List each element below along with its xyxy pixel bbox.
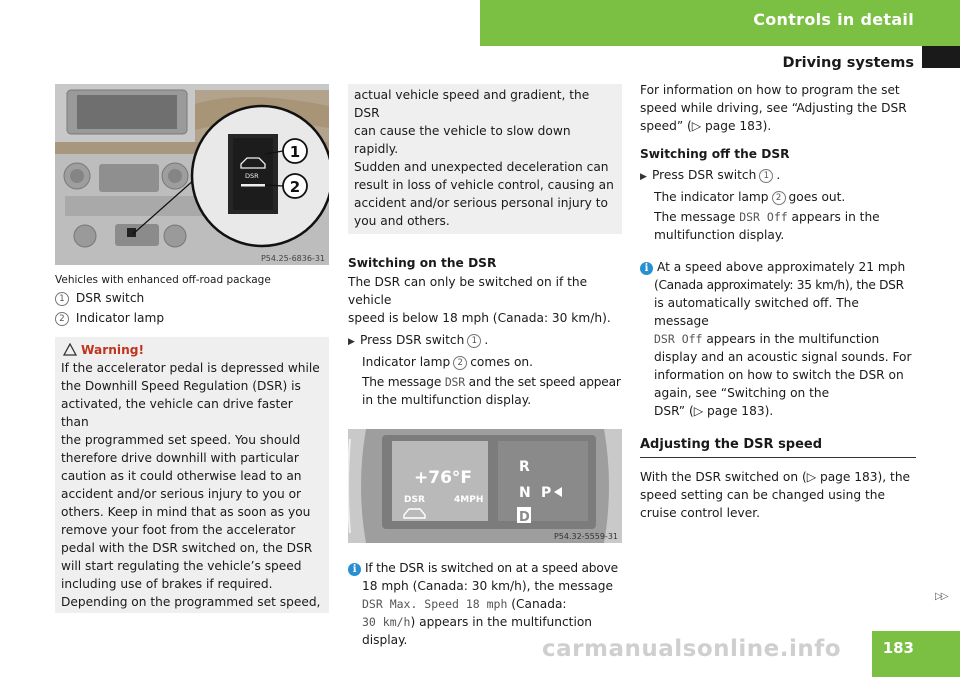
switch-dsr-label: DSR bbox=[245, 172, 259, 180]
program-text: For information on how to program the set bbox=[640, 83, 900, 97]
warning-line: will start regulating the vehicle’s speed bbox=[61, 559, 302, 573]
header-section-title: Controls in detail bbox=[753, 10, 914, 29]
info-text: If the DSR is switched on at a speed above bbox=[365, 561, 618, 575]
display-speed: 4MPH bbox=[454, 495, 484, 505]
display-code: DSR Off bbox=[654, 332, 703, 346]
step-text: Press DSR switch bbox=[360, 333, 465, 347]
gear-p: P bbox=[541, 485, 552, 501]
warning-triangle-icon bbox=[63, 343, 77, 356]
figure1-code: P54.25-6836-31 bbox=[260, 254, 325, 263]
display-code: DSR Off bbox=[739, 210, 788, 224]
callout-1: 1 bbox=[289, 143, 301, 161]
switch-off-result2-line2: multifunction display. bbox=[654, 228, 785, 242]
display-code: DSR bbox=[444, 375, 465, 389]
header-section-bar bbox=[480, 0, 960, 46]
warning-line: Depending on the programmed set speed, bbox=[61, 595, 321, 609]
legend-item-indicator-lamp bbox=[55, 309, 329, 327]
program-text: speed while driving, see “Adjusting the DSR bbox=[640, 101, 907, 115]
legend-text: Indicator lamp bbox=[75, 311, 165, 325]
warning-line: accident and/or serious injury to you or bbox=[61, 487, 302, 501]
result-text: appears in the bbox=[791, 210, 880, 224]
warning-line: the Downhill Speed Regulation (DSR) is bbox=[61, 379, 301, 393]
adjust-heading: Adjusting the DSR speed bbox=[640, 436, 916, 458]
info-mid-line2: 18 mph (Canada: 30 km/h), the message bbox=[362, 579, 613, 593]
step-arrow-icon: ▶ bbox=[348, 337, 355, 347]
warning-line: remove your foot from the accelerator bbox=[61, 523, 296, 537]
switch-off-result1 bbox=[640, 188, 916, 206]
info-right-line: information on how to switch the DSR on bbox=[654, 368, 904, 382]
warning-line: can cause the vehicle to slow down rapidly. bbox=[354, 124, 571, 156]
switch-off-step bbox=[640, 166, 916, 186]
warning-box-continued bbox=[348, 84, 622, 234]
result-text: Indicator lamp bbox=[362, 355, 451, 369]
display-code: 30 km/h bbox=[362, 615, 411, 629]
warning-line: Sudden and unexpected deceleration can bbox=[354, 160, 609, 174]
header-subsection-title: Driving systems bbox=[782, 55, 914, 71]
legend-text: DSR switch bbox=[75, 291, 145, 305]
result-text: goes out. bbox=[788, 190, 846, 204]
step-arrow-icon: ▶ bbox=[640, 172, 647, 182]
display-temp: +76°F bbox=[414, 468, 473, 488]
legend-num: 2 bbox=[55, 312, 69, 326]
step-end: . bbox=[776, 168, 781, 182]
continue-marker: ▷▷ bbox=[935, 591, 947, 602]
warning-line: If the accelerator pedal is depressed while bbox=[61, 361, 320, 375]
switch-on-result2-line2: in the multifunction display. bbox=[362, 393, 532, 407]
adjust-text: speed setting can be changed using the bbox=[640, 488, 885, 502]
header-tab-marker bbox=[922, 46, 960, 68]
info-icon: i bbox=[640, 262, 653, 275]
result-text: comes on. bbox=[470, 355, 534, 369]
step-num: 1 bbox=[759, 169, 773, 183]
warning-box bbox=[55, 337, 329, 613]
info-right-code-line bbox=[640, 330, 916, 348]
warning-line: activated, the vehicle can drive faster than bbox=[61, 397, 293, 429]
info-right-line: again, see “Switching on the bbox=[654, 386, 830, 400]
switch-on-intro: speed is below 18 mph (Canada: 30 km/h). bbox=[348, 311, 611, 325]
info-text: At a speed above approximately 21 mph bbox=[657, 260, 906, 274]
gear-d: D bbox=[519, 510, 530, 525]
info-mid-line4 bbox=[348, 613, 622, 631]
legend-num: 1 bbox=[55, 292, 69, 306]
warning-line: result in loss of vehicle control, causing an bbox=[354, 178, 614, 192]
column-middle bbox=[348, 84, 622, 649]
dsr-switch-figure bbox=[55, 84, 329, 265]
warning-line: including use of brakes if required. bbox=[61, 577, 273, 591]
warning-line: actual vehicle speed and gradient, the DSR bbox=[354, 88, 590, 120]
switch-on-result2 bbox=[348, 373, 622, 391]
info-right-line: DSR” (▷ page 183). bbox=[654, 404, 774, 418]
result-num: 2 bbox=[453, 356, 467, 370]
gear-n: N bbox=[519, 485, 531, 501]
info-right-line1 bbox=[640, 258, 916, 276]
switch-on-intro: The DSR can only be switched on if the vehicle bbox=[348, 275, 588, 307]
info-icon: i bbox=[348, 563, 361, 576]
page-number-bar bbox=[872, 631, 960, 677]
figure1-caption: Vehicles with enhanced off-road package bbox=[55, 274, 271, 286]
info-mid-line5: display. bbox=[362, 633, 408, 647]
info-right-line: display and an acoustic signal sounds. For bbox=[654, 350, 912, 364]
figure2-code: P54.32-5559-31 bbox=[553, 532, 618, 541]
info-mid-line3 bbox=[348, 595, 622, 613]
gear-r: R bbox=[519, 459, 530, 475]
result-text: The message bbox=[362, 375, 442, 389]
switch-off-heading: Switching off the DSR bbox=[640, 147, 790, 161]
callout-2: 2 bbox=[289, 178, 301, 196]
warning-line: accident and/or serious personal injury to bbox=[354, 196, 608, 210]
info-text: ) appears in the multifunction bbox=[410, 615, 593, 629]
result-text: The indicator lamp bbox=[654, 190, 769, 204]
warning-line: caution as it could otherwise lead to an bbox=[61, 469, 302, 483]
warning-title: Warning! bbox=[81, 343, 145, 357]
display-code: DSR Max. Speed 18 mph bbox=[362, 597, 508, 611]
warning-line: the programmed set speed. You should bbox=[61, 433, 301, 447]
column-left bbox=[55, 84, 329, 613]
info-right-line: is automatically switched off. The message bbox=[654, 296, 859, 328]
warning-line: therefore drive downhill with particular bbox=[61, 451, 299, 465]
display-dsr: DSR bbox=[404, 495, 425, 505]
multifunction-display-figure bbox=[348, 429, 622, 543]
info-text: appears in the multifunction bbox=[706, 332, 880, 346]
warning-line: others. Keep in mind that as soon as you bbox=[61, 505, 311, 519]
adjust-text: With the DSR switched on (▷ page 183), the bbox=[640, 470, 911, 484]
column-right bbox=[640, 81, 916, 522]
switch-off-result2 bbox=[640, 208, 916, 226]
info-text: (Canada: bbox=[511, 597, 567, 611]
warning-line: pedal with the DSR switched on, the DSR bbox=[61, 541, 313, 555]
switch-on-result1 bbox=[348, 353, 622, 371]
adjust-text: cruise control lever. bbox=[640, 506, 761, 520]
switch-on-step bbox=[348, 331, 622, 351]
program-text: speed” (▷ page 183). bbox=[640, 119, 772, 133]
result-text: The message bbox=[654, 210, 736, 224]
info-mid-line1 bbox=[348, 559, 622, 577]
step-num: 1 bbox=[467, 334, 481, 348]
warning-heading bbox=[61, 341, 323, 359]
step-text: Press DSR switch bbox=[652, 168, 757, 182]
watermark: carmanualsonline.info bbox=[542, 636, 842, 662]
info-right-line: (Canada approximately: 35 km/h), the DSR bbox=[654, 278, 904, 292]
result-text: and the set speed appear bbox=[468, 375, 621, 389]
result-num: 2 bbox=[772, 191, 786, 205]
page-number: 183 bbox=[882, 639, 914, 657]
legend-item-dsr-switch bbox=[55, 289, 329, 307]
step-end: . bbox=[484, 333, 489, 347]
warning-line: you and others. bbox=[354, 214, 450, 228]
switch-on-heading: Switching on the DSR bbox=[348, 256, 497, 270]
